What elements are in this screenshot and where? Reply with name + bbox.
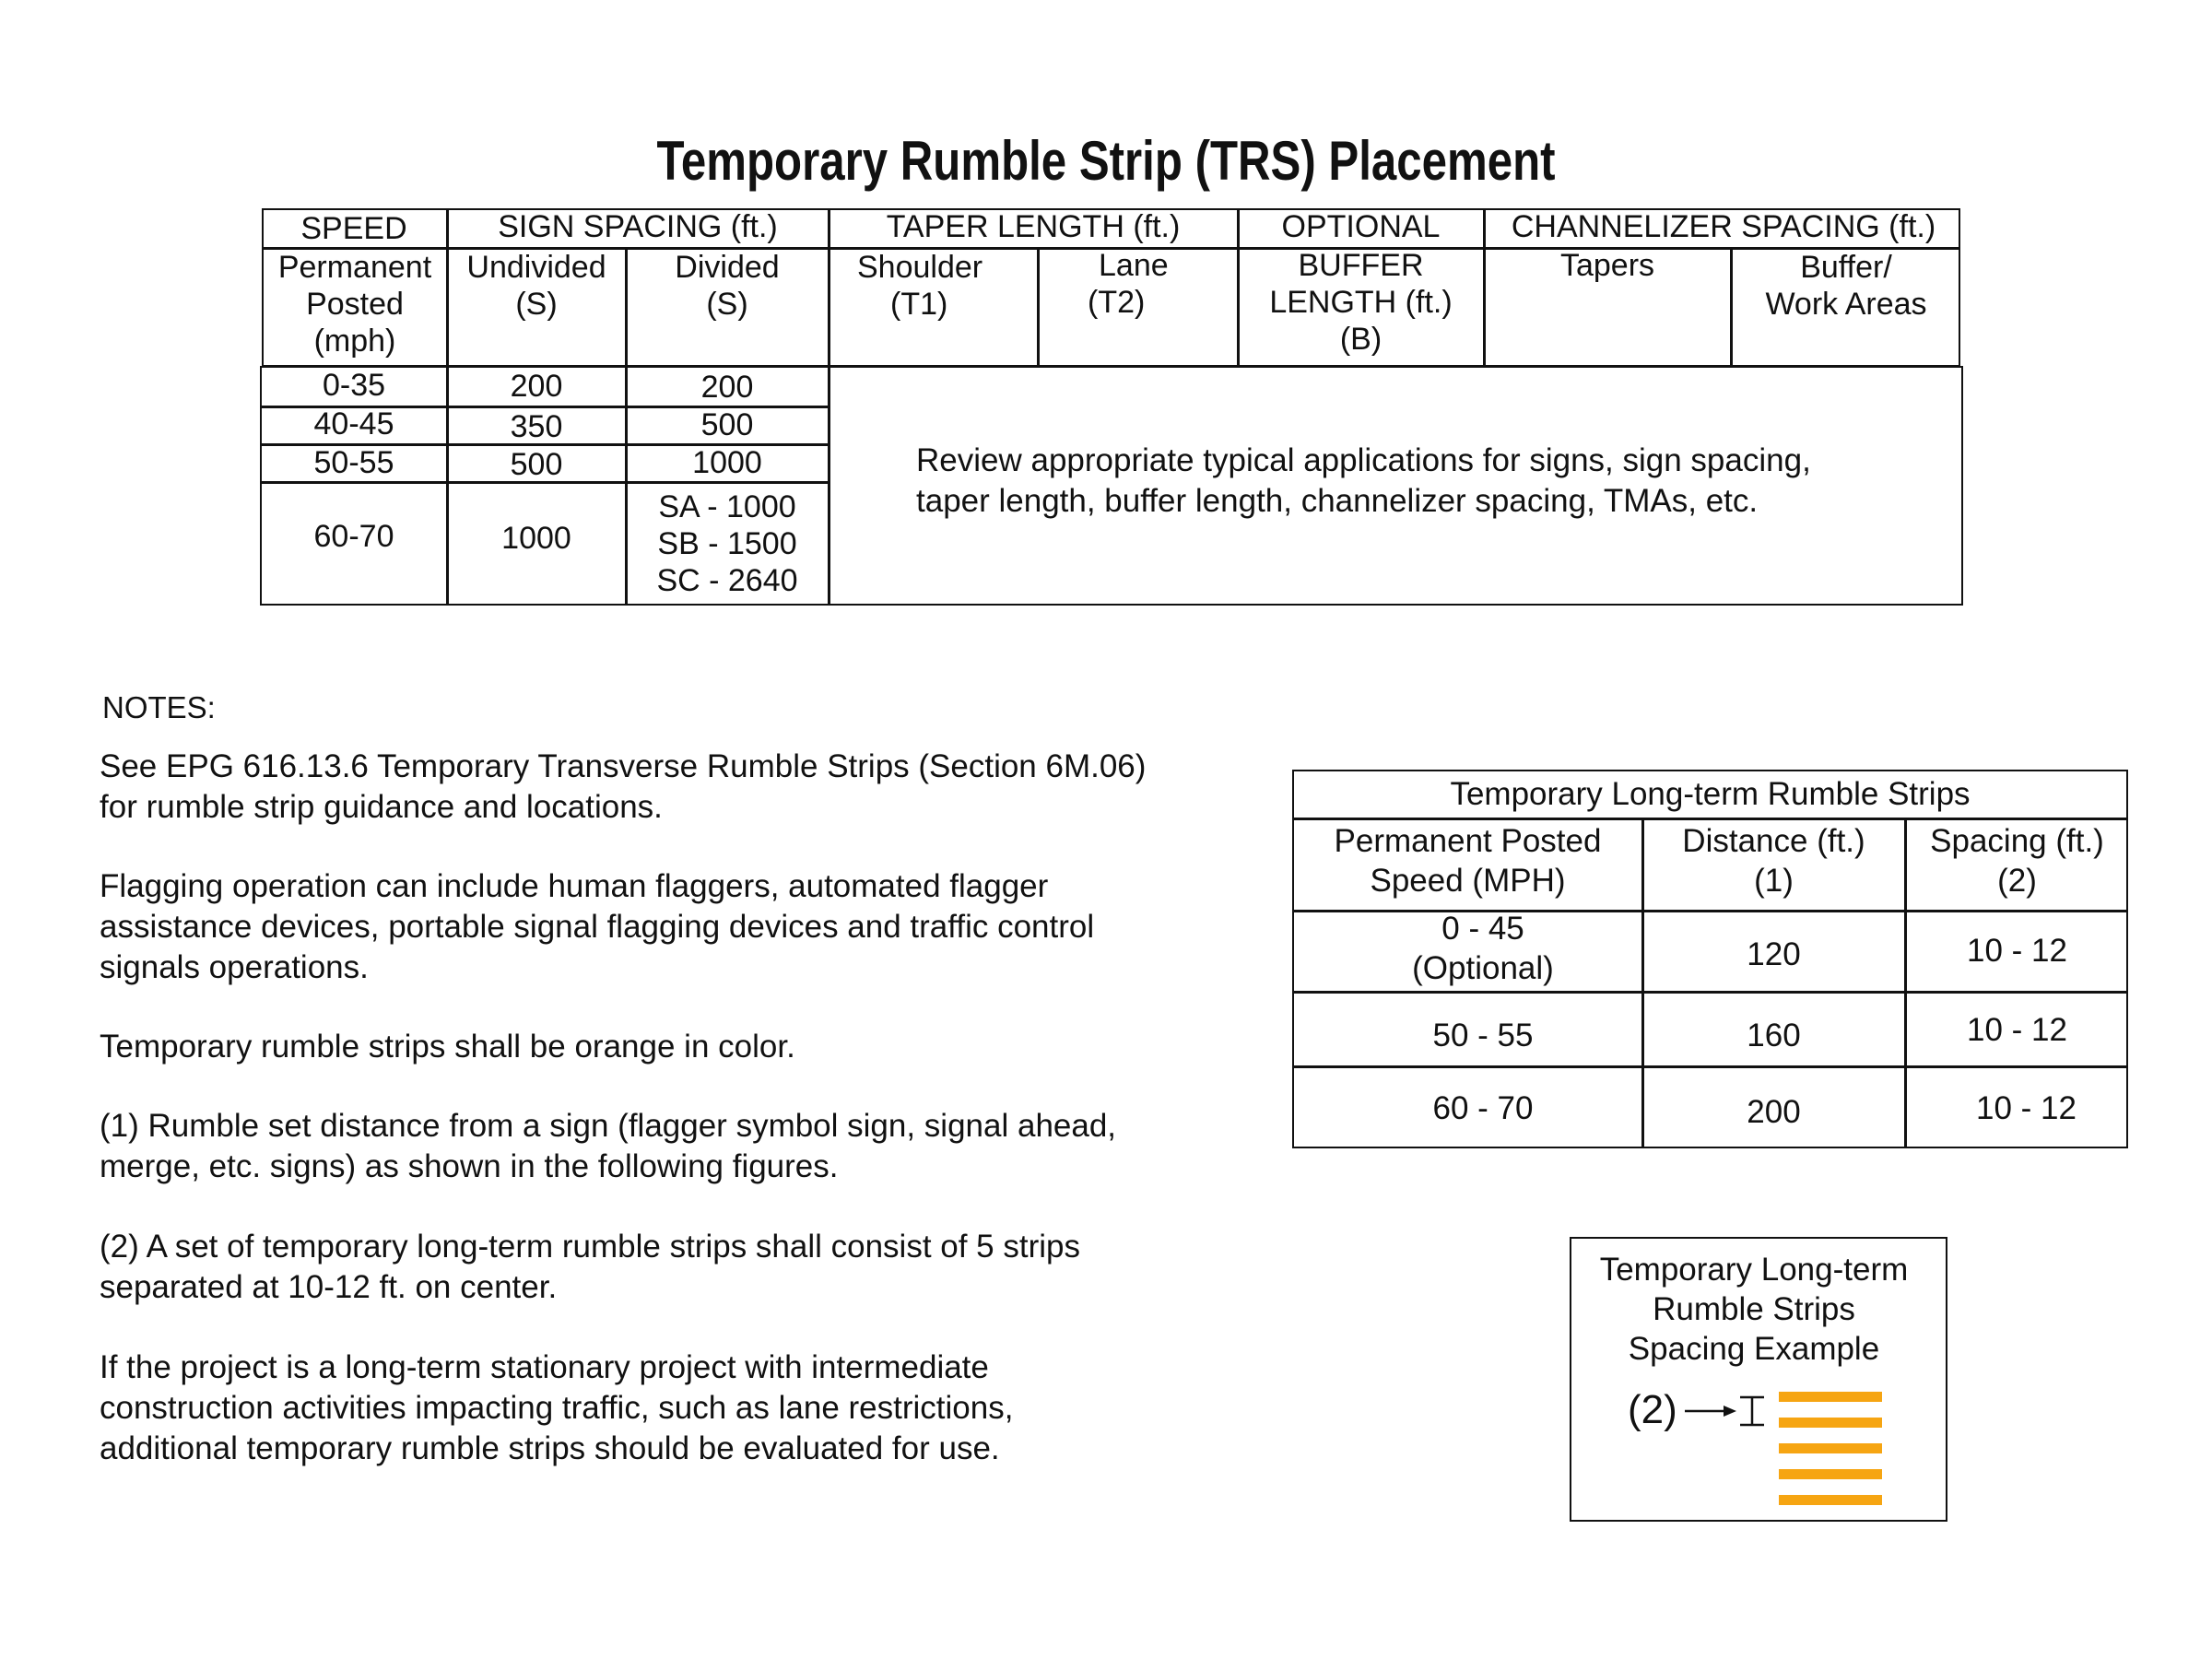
note-paragraph: Temporary rumble strips shall be orange in color. [100, 1029, 795, 1065]
subheader-permanent-posted: Permanent Posted (mph) [277, 250, 432, 359]
row-undivided: 1000 [501, 521, 571, 556]
header-spacing: Spacing (ft.) (2) [1930, 823, 2104, 899]
header-channelizer-spacing: CHANNELIZER SPACING (ft.) [1511, 209, 1936, 244]
spacing-marker-label: (2) [1628, 1387, 1677, 1432]
row-speed: 0-35 [322, 368, 386, 403]
note-paragraph: If the project is a long-term stationary project with intermediate construction activities impacting traffic, such as lane restrictions, additional temporary rumble strips should be evaluated for use. [100, 1349, 1014, 1466]
subheader-tapers: Tapers [1559, 248, 1655, 283]
subheader-buffer-length: BUFFER LENGTH (ft.) (B) [1269, 248, 1453, 357]
spacing-arrow-icon [1683, 1390, 1775, 1436]
row-divided: 200 [700, 370, 754, 405]
review-note: Review appropriate typical applications for signs, sign spacing, taper length, buffer length, channelizer spacing, TMAs, etc. [916, 442, 1811, 519]
row-speed: 40-45 [313, 406, 394, 441]
note-paragraph: Flagging operation can include human flaggers, automated flagger assistance devices, portable signal flagging devices and traffic control signals operations. [100, 868, 1095, 985]
longterm-table-title: Temporary Long-term Rumble Strips [1450, 776, 1971, 812]
header-permanent-posted-speed: Permanent Posted Speed (MPH) [1334, 823, 1602, 899]
subheader-undivided: Undivided (S) [466, 250, 606, 322]
row-undivided: 500 [510, 447, 563, 482]
notes-heading: NOTES: [102, 690, 216, 724]
row-speed: 50-55 [313, 445, 394, 480]
rumble-strip [1779, 1469, 1882, 1479]
header-speed: SPEED [300, 211, 407, 246]
row-speed: 60-70 [313, 519, 394, 554]
longterm-row-spacing: 10 - 12 [1967, 933, 2067, 969]
note-paragraph: (1) Rumble set distance from a sign (flagger symbol sign, signal ahead, merge, etc. signs) as shown in the following figures. [100, 1108, 1117, 1184]
note-paragraph: (2) A set of temporary long-term rumble strips shall consist of 5 strips separated at 10-12 ft. on center. [100, 1229, 1080, 1305]
header-optional: OPTIONAL [1281, 209, 1441, 244]
page-title: Temporary Rumble Strip (TRS) Placement [656, 130, 1556, 192]
header-taper-length: TAPER LENGTH (ft.) [886, 209, 1181, 244]
header-distance: Distance (ft.) (1) [1682, 823, 1865, 899]
longterm-row-distance: 120 [1747, 936, 1801, 972]
row-undivided: 200 [510, 369, 563, 404]
note-paragraph: See EPG 616.13.6 Temporary Transverse Rumble Strips (Section 6M.06) for rumble strip guidance and locations. [100, 748, 1147, 825]
row-undivided: 350 [510, 409, 563, 444]
header-sign-spacing: SIGN SPACING (ft.) [498, 209, 778, 244]
longterm-row-spacing: 10 - 12 [1967, 1012, 2067, 1048]
rumble-strip [1779, 1418, 1882, 1428]
row-divided: 500 [700, 407, 754, 442]
longterm-row-distance: 200 [1747, 1094, 1801, 1130]
subheader-divided: Divided (S) [675, 250, 780, 322]
longterm-row-speed: 50 - 55 [1432, 1018, 1534, 1053]
subheader-buffer-work-areas: Buffer/ Work Areas [1765, 250, 1927, 322]
longterm-row-distance: 160 [1747, 1018, 1801, 1053]
rumble-strip [1779, 1443, 1882, 1453]
rumble-strip [1779, 1495, 1882, 1505]
row-divided: SA - 1000 SB - 1500 SC - 2640 [656, 489, 798, 598]
subheader-lane: Lane (T2) [1088, 248, 1169, 320]
longterm-row-speed: 0 - 45 (Optional) [1412, 911, 1554, 986]
longterm-row-spacing: 10 - 12 [1976, 1090, 2077, 1126]
row-divided: 1000 [692, 445, 762, 480]
longterm-row-speed: 60 - 70 [1432, 1090, 1534, 1126]
rumble-strip [1779, 1392, 1882, 1402]
subheader-shoulder: Shoulder (T1) [857, 250, 983, 322]
spacing-example-title: Temporary Long-term Rumble Strips Spacing Example [1599, 1252, 1909, 1367]
